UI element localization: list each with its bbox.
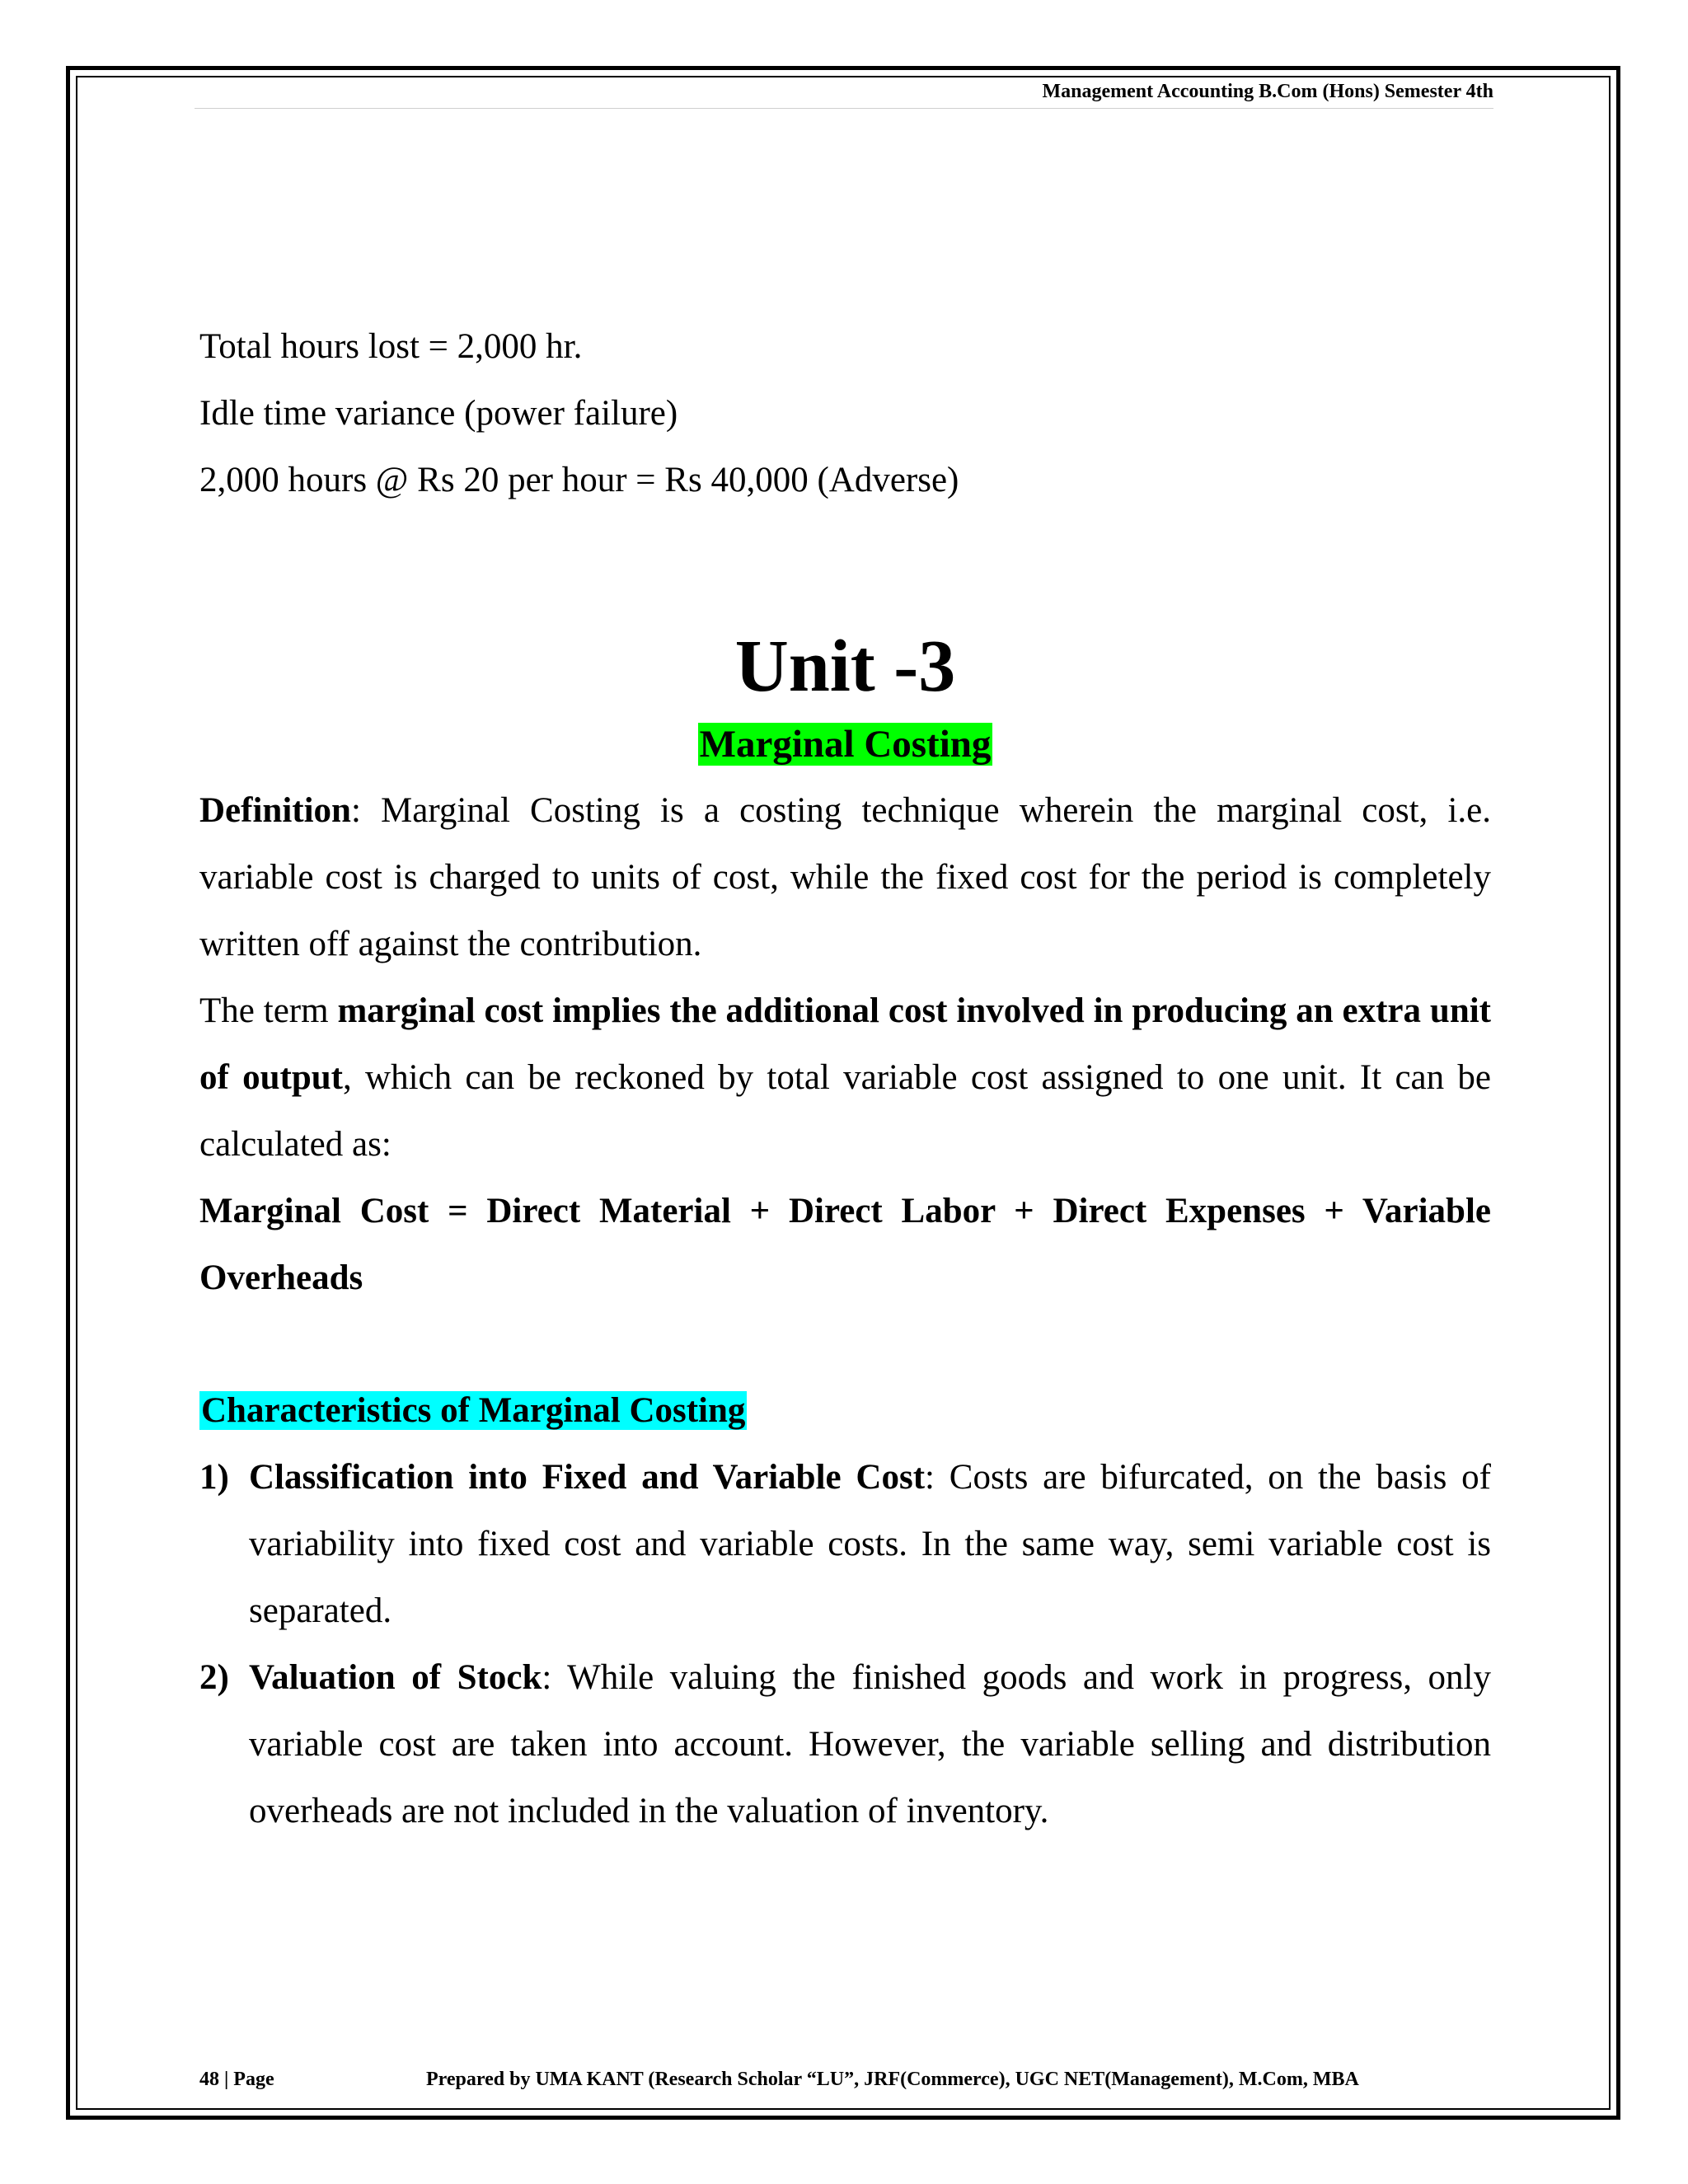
- list-item-number: 2): [199, 1658, 229, 1697]
- formula-text: Marginal Cost = Direct Material + Direct Labor + Direct Expenses + Variable Overheads: [199, 1192, 1491, 1297]
- prepared-by: Prepared by UMA KANT (Research Scholar “LU”, JRF(Commerce), UGC NET(Management), M.Com, MBA: [426, 2069, 1359, 2090]
- list-item-text: : Costs are bifurcated, on the basis of variability into fixed cost and variable costs. In the same way, semi variable cost is separated.: [249, 1458, 1491, 1630]
- section-title: Marginal Costing: [699, 723, 992, 766]
- page-number: 48 | Page: [199, 2069, 274, 2090]
- term-suffix: , which can be reckoned by total variable cost assigned to one unit. It can be calculated as:: [199, 1058, 1491, 1164]
- section-title-wrap: [199, 717, 1491, 773]
- spacer: [199, 1311, 1491, 1377]
- list-item-body: [249, 1644, 1491, 1844]
- intro-line-2: Idle time variance (power failure): [199, 394, 678, 433]
- term-bold: marginal cost implies the additional cost involved in producing an extra unit of output: [199, 991, 1491, 1097]
- term-paragraph: [199, 977, 1491, 1178]
- list-item-number: 1): [199, 1458, 229, 1497]
- intro-line-1: Total hours lost = 2,000 hr.: [199, 327, 583, 366]
- definition-paragraph: [199, 777, 1491, 977]
- unit-title: Unit -3: [734, 626, 956, 707]
- list-item-title: Classification into Fixed and Variable Cost: [249, 1458, 926, 1497]
- page-content: [199, 313, 1491, 1844]
- characteristics-heading-wrap: [199, 1377, 1491, 1444]
- formula: [199, 1178, 1491, 1311]
- list-item-title: Valuation of Stock: [249, 1658, 542, 1697]
- list-item: [199, 1444, 1491, 1644]
- term-prefix: The term: [199, 991, 338, 1030]
- page-header: Management Accounting B.Com (Hons) Semester 4th: [195, 81, 1493, 109]
- list-item-body: [249, 1444, 1491, 1644]
- list-item-text: : While valuing the finished goods and work in progress, only variable cost are taken into account. However, the variable selling and distribution overheads are not included in the valuation of inventory.: [249, 1658, 1492, 1830]
- intro-line-3: 2,000 hours @ Rs 20 per hour = Rs 40,000 (Adverse): [199, 461, 959, 499]
- characteristics-heading: Characteristics of Marginal Costing: [201, 1391, 746, 1430]
- definition-label: Definition: [199, 791, 351, 830]
- definition-text: : Marginal Costing is a costing technique wherein the marginal cost, i.e. variable cost is charged to units of cost, while the fixed cost for the period is completely written off against the contribution.: [199, 791, 1491, 963]
- list-item: [199, 1644, 1491, 1844]
